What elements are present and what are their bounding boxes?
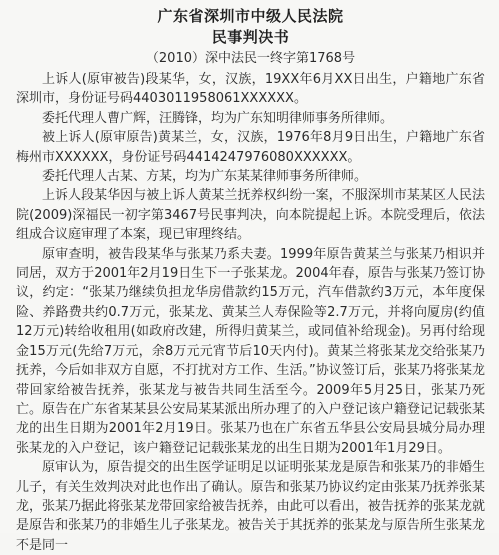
document-title: 民事判决书 bbox=[211, 28, 290, 46]
appellee-info: 被上诉人(原审原告)黄某兰，女，汉族，1976年8月9日出生，户籍地广东省梅州市XXXXXX，身份证号码4414247976080XXXXXX。 bbox=[16, 130, 485, 165]
appellant-info: 上诉人(原审被告)段某华，女，汉族，19XX年6月XX日出生，户籍地广东省深圳市，身份证号码4403011958061XXXXXX。 bbox=[16, 72, 485, 107]
facts-found: 原审查明，被告段某华与张某乃系夫妻。1999年原告黄某兰与张某乃相识并同居，双方于2001年2月19日生下一子张某龙。2004年春，原告与张某乃签订协议，约定：“张某乃继续负担龙华房借款约15万元，汽车借款约3万元，本年度保险、养路费共约0.7万元，张某龙、黄某兰人寿保险等2.7万元，并将向厦房(约值12万元)转给收租用(如政府改建，所得归黄某兰，或同值补给现金)。另再付给现金15万元(先给7万元，余8万元元宵节后10天内付)。黄某兰将张某龙交给张某乃抚养，今后如非双方自愿，不打扰对方工作、生活。”协议签订后，张某乃将张某龙带回家给被告抚养，张某龙与被告共同生活至今。2009年5月25日，张某乃死亡。原告在广东省某某县公安局某某派出所办理了的入户登记该户籍登记记载张某龙的出生日期为2001年2月19日。张某乃也在广东省五华县公安局县城分局办理张某龙的入户登记，该户籍登记记载张某龙的出生日期为2001年1月29日。 bbox=[16, 246, 485, 456]
document-body bbox=[16, 70, 485, 555]
appellant-agent-info: 委托代理人曹广辉，汪腾锋，均为广东知明律师事务所律师。 bbox=[42, 110, 394, 126]
case-background: 上诉人段某华因与被上诉人黄某兰抚养权纠纷一案，不服深圳市某某区人民法院(2009)深福民一初字第3467号民事判决，向本院提起上诉。本院受理后，依法组成合议庭审理了本案，现已审理终结。 bbox=[16, 188, 485, 243]
appellee-agent-info: 委托代理人古某、方某，均为广东某某律师事务所律师。 bbox=[42, 169, 368, 185]
document-header bbox=[16, 6, 485, 69]
original-court-opinion: 原审认为，原告提交的出生医学证明足以证明张某龙是原告和张某乃的非婚生儿子，有关生效判决对此也作出了确认。原告和张某乃协议约定由张某乃抚养张某龙，张某乃据此将张某龙带回家给被告抚养，由此可以看出，被告抚养的张某龙就是原告和张某乃的非婚生儿子张某龙。被告关于其抚养的张某龙与原告所生张某龙不是同一 bbox=[16, 460, 485, 553]
case-number: （2010）深中法民一终字第1768号 bbox=[145, 51, 356, 66]
court-name: 广东省深圳市中级人民法院 bbox=[157, 7, 344, 25]
